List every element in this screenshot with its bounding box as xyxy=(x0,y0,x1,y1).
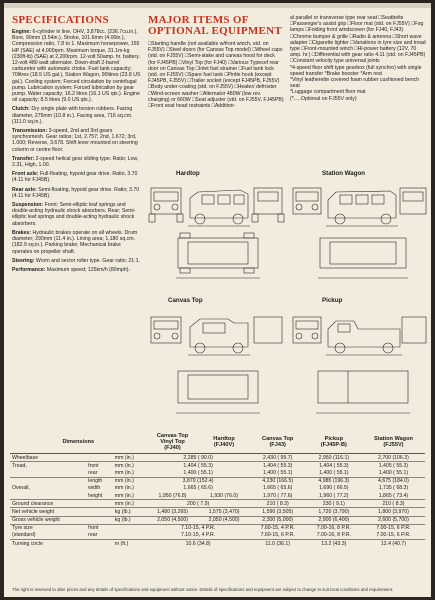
value-cell: 2,050 (4,500) xyxy=(147,516,199,524)
pickup-label: Pickup xyxy=(322,297,343,304)
value-cell: 1,404 ( 55.3) xyxy=(250,462,306,470)
row-unit: m (ft.) xyxy=(113,540,147,548)
value-cell: 1,404 ( 55.3) xyxy=(147,462,250,470)
value-cell: 2,050 (4,500) xyxy=(198,516,249,524)
value-cell: 1,665 ( 65.6) xyxy=(183,485,213,492)
row-label: Wheelbase xyxy=(10,454,86,462)
col-header-fj40v: Hardtop (FJ40V) xyxy=(198,433,249,454)
spec-text: Dry single plate with torsion rubbers. Facing diameter, 275mm (10.8 in.). Facing area, 716 sq.cm. (111.0 sq.in.). xyxy=(12,106,133,125)
value-cell: 2,950 (116.1) xyxy=(306,454,362,462)
dimensions-header: Dimensions xyxy=(10,433,147,454)
value-cell: 10.6 (34.8) xyxy=(147,540,250,548)
value-cell: 7.00-16, 8 P.R. xyxy=(316,532,351,539)
spec-label: Transfer: xyxy=(12,155,35,162)
dimensions-row xyxy=(10,454,425,462)
equipment-note: *Vinyl leatherette covered foam rubber cushioned bench seat xyxy=(290,77,420,90)
value-cell: 1,400 ( 55.1) xyxy=(319,469,349,476)
station-wagon-label: Station Wagon xyxy=(322,170,366,177)
row-label xyxy=(10,469,86,477)
spec-text: Worm and sector roller type. Gear ratio; 21:1. xyxy=(34,257,140,264)
spec-text: Hydraulic brakes operate on all wheels. Drum diameter; 290mm (11.4 in.). Lining area; 1,180 sq.cm. (182.9 sq.in.). Parking brake; Mechanical brake operates on propeller shaft. xyxy=(12,229,138,255)
dimensions-header-row xyxy=(10,433,425,454)
row-label: Net vehicle weight xyxy=(10,508,86,516)
specifications-heading: SPECIFICATIONS xyxy=(12,14,109,26)
value-cell: 3,870 (152.4) xyxy=(147,477,250,485)
spec-text: 2-speed helical gear sliding type. Ratio; Low, 2.31, High, 1.00. xyxy=(12,155,139,169)
spec-text: Front; Semi-elliptic leaf springs and double-acting hydraulic shock absorbers. Rear; Semi-elliptic leaf springs and double-acting hydraulic shock absorbers. xyxy=(12,202,136,227)
spec-section xyxy=(12,156,142,168)
dimensions-row xyxy=(10,508,425,516)
value-cell: 11.0 (36.1) xyxy=(250,540,306,548)
equipment-note: (*.....Optional on FJ55V only) xyxy=(290,95,357,102)
row-sublabel: width xyxy=(88,485,101,492)
specifications-column xyxy=(12,15,142,276)
spec-section xyxy=(12,187,142,199)
value-cell: 1,590 (3,505) xyxy=(250,508,306,516)
equipment-heading-line1: MAJOR ITEMS OF xyxy=(148,14,249,26)
row-sublabel: height xyxy=(88,492,103,499)
row-label: Turning circle xyxy=(10,540,86,548)
hardtop-drawing xyxy=(148,178,286,290)
dimensions-row xyxy=(10,516,425,524)
value-cell: 1,720 (3,790) xyxy=(306,508,362,516)
value-cell: 1,405 ( 55.3) xyxy=(362,462,425,470)
row-unit: mm (in.) xyxy=(113,454,147,462)
row-label: Ground clearance xyxy=(10,500,86,508)
spec-section xyxy=(12,230,142,255)
row-sublabel xyxy=(86,516,113,524)
value-cell: 2,300 (5,000) xyxy=(250,516,306,524)
dimensions-row xyxy=(10,477,425,485)
row-sublabel xyxy=(86,454,113,462)
row-label: Tread, xyxy=(10,462,86,470)
footnote: The right is reserved to alter prices and any details of specifications and equipment without notice. Details of specifications and equipment are subject to change to suit local conditions and requirement. xyxy=(12,587,394,592)
value-cell: 4,985 (196.3) xyxy=(306,477,362,485)
row-sublabel xyxy=(86,500,113,508)
row-label: (standard) xyxy=(12,532,36,539)
spec-label: Engine: xyxy=(12,29,32,35)
value-cell: 1,950 (76.8) xyxy=(158,492,187,499)
value-cell: 4,230 (166.5) xyxy=(250,477,306,485)
spec-section xyxy=(12,258,142,264)
value-cell: 13.2 (43.3) xyxy=(306,540,362,548)
value-cell: 7.00-16, 8 P.R. xyxy=(306,524,362,532)
value-cell: 7.10-15, 4 P.R. xyxy=(180,532,216,539)
row-label: Tyre size xyxy=(10,524,86,532)
value-cell: 1,400 ( 55.1) xyxy=(378,469,409,476)
row-sublabel xyxy=(86,540,113,548)
dimensions-row xyxy=(10,524,425,532)
value-cell: 7.10-15, 4 P.R. xyxy=(147,524,250,532)
spec-label: Rear axle: xyxy=(12,186,37,193)
value-cell: 1,960 ( 77.2) xyxy=(319,492,349,499)
value-cell: 2,600 (5,700) xyxy=(362,516,425,524)
canvas-top-drawing xyxy=(148,305,286,427)
value-cell: 1,970 ( 77.6) xyxy=(262,492,293,499)
specifications-list xyxy=(12,29,142,273)
spec-text: Semi-floating, hypoid gear drive. Ratio; 3.70 (4.11 for FJ45B). xyxy=(12,186,140,199)
col-header-fj45pb: Pickup (FJ45P-B) xyxy=(306,433,362,454)
spec-section xyxy=(12,171,142,183)
spec-section xyxy=(12,106,142,125)
dimensions-row xyxy=(10,500,425,508)
canvas-top-label: Canvas Top xyxy=(168,297,203,304)
value-cell: 1,480 (3,265) xyxy=(147,508,199,516)
row-label xyxy=(10,492,86,500)
spec-label: Suspension: xyxy=(12,202,44,209)
value-cell: 1,735 ( 68.3) xyxy=(378,485,409,492)
pickup-drawing xyxy=(290,305,428,427)
value-cell: 210 ( 8.3) xyxy=(362,500,425,508)
value-cell: 230 ( 9.1) xyxy=(306,500,362,508)
row-unit: kg (lb.) xyxy=(113,508,147,516)
spec-text: Maximum speed; 125km/h (80mph). xyxy=(45,266,130,273)
row-sublabel: rear xyxy=(88,469,98,476)
equipment-continued-column xyxy=(290,15,426,102)
row-sublabel xyxy=(86,508,113,516)
spec-section xyxy=(12,128,142,153)
value-cell: 12.4 (40.7) xyxy=(362,540,425,548)
value-cell: 200 ( 7.9) xyxy=(147,500,250,508)
value-cell: 2,430 ( 95.7) xyxy=(250,454,306,462)
row-unit: mm (in.) xyxy=(114,485,134,492)
value-cell: 7.00-15, 6 P.R. xyxy=(362,524,425,532)
spec-section xyxy=(12,29,142,103)
spec-label: Performance: xyxy=(12,266,46,273)
dimensions-row xyxy=(10,485,425,492)
value-cell: 1,930 (76.0) xyxy=(210,492,239,499)
row-unit xyxy=(113,524,147,532)
equipment-column xyxy=(148,15,284,109)
row-unit: mm (in.) xyxy=(114,492,134,499)
equipment-notes xyxy=(290,65,426,102)
brochure-page xyxy=(4,3,431,597)
row-sublabel: front xyxy=(86,524,113,532)
spec-label: Clutch: xyxy=(12,106,30,113)
value-cell: 1,400 ( 55.1) xyxy=(262,469,293,476)
equipment-heading xyxy=(148,15,284,37)
spec-section xyxy=(12,267,142,273)
col-header-fj40: Canvas Top Vinyl Top (FJ40) xyxy=(147,433,199,454)
spec-section xyxy=(12,202,142,227)
row-label: Gross vehicle weight xyxy=(10,516,86,524)
value-cell: 1,665 ( 65.6) xyxy=(262,485,293,492)
value-cell: 210 ( 8.3) xyxy=(250,500,306,508)
equipment-note: *Luggage compartment floor mat xyxy=(290,89,366,96)
row-unit: mm (in.) xyxy=(113,500,147,508)
spec-label: Transmission: xyxy=(12,128,48,135)
value-cell: 1,400 ( 55.1) xyxy=(183,469,213,476)
hardtop-label: Hardtop xyxy=(176,170,200,177)
top-edge xyxy=(4,3,431,8)
row-sublabel: front xyxy=(86,462,113,470)
spec-label: Front axle: xyxy=(12,171,39,178)
row-sublabel: rear xyxy=(88,532,98,539)
value-cell: 2,285 ( 90.0) xyxy=(147,454,250,462)
col-header-fj55v: Station Wagon (FJ55V) xyxy=(362,433,425,454)
spec-label: Steering: xyxy=(12,257,35,264)
col-header-fj43: Canvas Top (FJ43) xyxy=(250,433,306,454)
equipment-list-continued: al parallel or transverse type rear seat □Seatbelts □Passenger's assist grip □Floor mat (std. on FJ55V) □Fog lamps □Folding front windscreen (for FJ40, FJ43) □Chrome bumper & grille □Radio & antenna □Short wave adapter □Cigarette lighter □Variations in tyre size and tread type □Front-mounted winch □Hi-power battery (12V, 70 amp. hr.) □Differential with gear ratio 4.11 (std. on FJ45PB) □Constant velocity type universal joints xyxy=(290,15,426,65)
row-label xyxy=(10,477,86,485)
spec-text: 6-cylinder in line, OHV, 3,878cc. (236.7cu.in.), Bore, 90mm (3.54in.), Stroke, 101.6mm (4.00in.), Compression ratio, 7.8 to 1. Maximum horsepower, 155 HP (SAE) at 4,000rpm. Maximum torque, 31.1m-kg (230ft-lb) (SAE) at 2,200rpm. 12-volt 50amp. hr. battery. 12-volt 480 watt alternator. Down-draft 2-barrel carburetor with automatic choke. Fuel tank capacity; 70litres (18.5 US gal.), Station Wagon, 90litres (23.8 US gal.). Cooling system; Forced circulation by centrifugal pump. Lubrication system; Forced lubrication by gear pump. Water capacity; 16.2 litres (16.1 US qts.). Engine oil capacity; 8.5 litres (9.0 US qts.). xyxy=(12,29,141,104)
row-unit: mm (in.) xyxy=(113,477,147,485)
spec-text: Full-floating, hypoid gear drive. Ratio, 3.70 (4.11 for FJ45B). xyxy=(12,171,138,184)
dimensions-body xyxy=(10,454,425,548)
row-unit: mm (in.) xyxy=(114,469,134,476)
value-cell: 2,700 (106.3) xyxy=(362,454,425,462)
value-cell: 4,675 (184.0) xyxy=(362,477,425,485)
row-unit xyxy=(113,532,147,540)
equipment-heading-line2: OPTIONAL EQUIPMENT xyxy=(148,25,283,37)
value-cell: 7.60-15, 4 P.R. xyxy=(250,524,306,532)
dimensions-table xyxy=(10,433,425,547)
value-cell: 1,690 ( 66.5) xyxy=(319,485,349,492)
value-cell: 1,865 ( 73.4) xyxy=(378,492,409,499)
row-label: Overall, xyxy=(12,485,30,492)
dimensions-row xyxy=(10,532,425,540)
value-cell: 1,575 (3,470) xyxy=(198,508,249,516)
spec-text: 3-speed, 2nd and 3rd gears synchromesh. Gear ratios; 1st, 2.757; 2nd, 1.672; 3rd, 1.000; Reverse, 3.678. Shift lever mounted on steering column or centre floor. xyxy=(12,128,138,153)
value-cell: 7.00-15, 6 P.R. xyxy=(376,532,411,539)
row-unit: mm (in.) xyxy=(113,462,147,470)
spec-label: Brakes: xyxy=(12,229,32,236)
dimensions-row xyxy=(10,469,425,477)
value-cell: 7.60-15, 6 P.R. xyxy=(260,532,295,539)
row-sublabel: length xyxy=(86,477,113,485)
row-unit: kg (lb.) xyxy=(113,516,147,524)
equipment-list: □Starting handle (not available w/front winch, std. on FJ55V) □Steel doors (for Canvas Top model) □Wheel caps (std. on FJ55V) □Semi-stake and canvas hood for deck (for FJ45PB) □Vinyl Top (for FJ40) □Various Typesof rear door on Canvas Top □Inlet fuel strainer □Fuel tank lock (std. on FJ55V) □Spare fuel tank □Pintle hook (except FJ45PB, FJ55V) □Trailer socket (except FJ45PB, FJ55V) □Body under-coating (std. on FJ55V) □Heater/ defroster □Wind-screen washer □Alternator 480W (low rev. charging) or 660W □Seat adjuster (std. on FJ55V, FJ45PB) □Front seat head restraints □Addition- xyxy=(148,41,284,110)
dimensions-row xyxy=(10,540,425,548)
equipment-note: *4-speed floor shift type gearbox (full synchro) with single speed transfer *Brake booster *Arm rest xyxy=(290,64,422,77)
dimensions-row xyxy=(10,462,425,470)
value-cell: 1,800 (3,970) xyxy=(362,508,425,516)
value-cell: 2,900 (6,400) xyxy=(306,516,362,524)
dimensions-row xyxy=(10,492,425,500)
value-cell: 1,404 ( 55.3) xyxy=(306,462,362,470)
station-wagon-drawing xyxy=(290,178,428,290)
